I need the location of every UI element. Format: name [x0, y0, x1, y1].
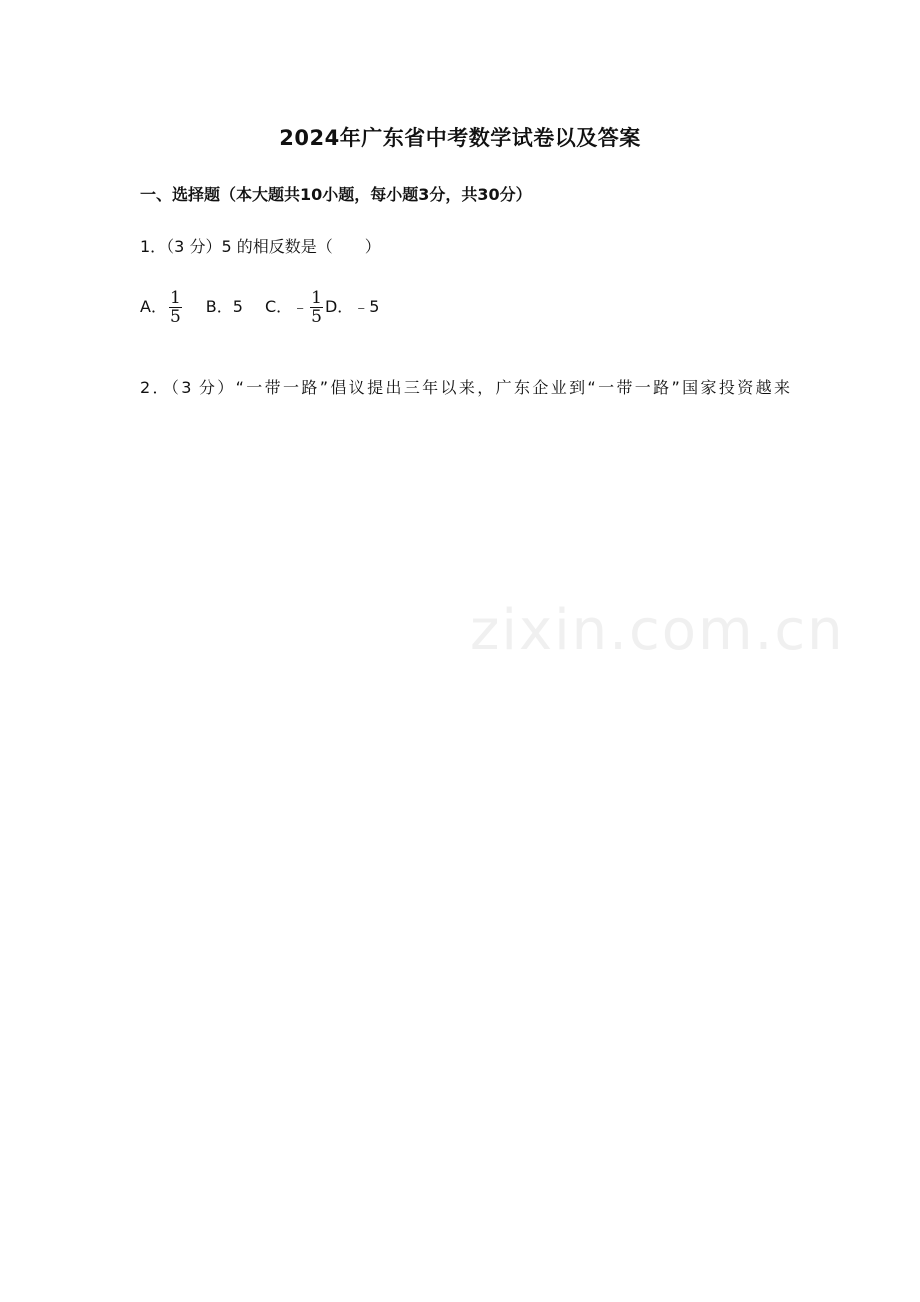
question-1-options — [140, 288, 790, 326]
q1-option-d: D．﹣5 — [324, 297, 380, 316]
section-heading: 一、选择题（本大题共10小题，每小题3分，共30分） — [140, 185, 532, 204]
question-1-stem: 1．（3 分）5 的相反数是（ ） — [140, 237, 381, 256]
q1-option-a-label: A． — [140, 297, 167, 316]
question-2-line-1: 2．（3 分）“一带一路”倡议提出三年以来，广东企业到“一带一路”国家投资越来 — [140, 378, 790, 397]
q1-option-c-numerator: 1 — [311, 288, 322, 308]
q1-option-a-numerator: 1 — [169, 288, 181, 308]
q1-option-c-label: C．﹣ — [264, 297, 309, 316]
watermark: zixin.com.cn — [470, 598, 845, 663]
q1-option-b: B．5 — [205, 297, 243, 316]
q1-option-a-denominator: 5 — [169, 307, 181, 327]
q1-option-a-fraction — [169, 289, 182, 326]
q1-option-c-denominator: 5 — [311, 307, 322, 327]
page-title: 2024年广东省中考数学试卷以及答案 — [279, 126, 641, 150]
q1-option-c-fraction — [310, 289, 323, 326]
